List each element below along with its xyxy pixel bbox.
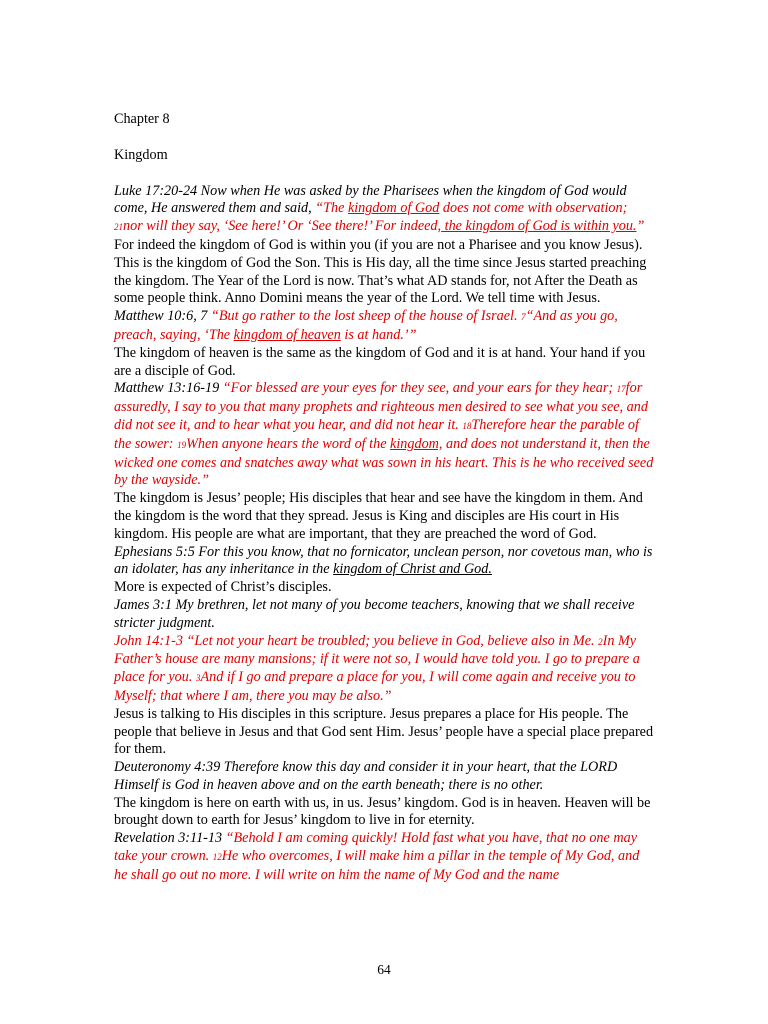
text-run: “Behold I am coming quickly! Hold fast what you have, that no one may take your crown. <box>114 830 637 865</box>
text-run: and does not understand it, then the wicked one comes and snatches away what was sown in his heart. This is he who received seed by the wayside.” <box>114 435 654 489</box>
text-run: the kingdom of God is within you. <box>441 218 637 235</box>
text-run: The kingdom is Jesus’ people; His disciples that hear and see have the kingdom in them. And the kingdom is the word that they spread. Jesus is King and disciples are His court in His kingdom. His people are what are important, that they are preached the word of God. <box>114 490 643 542</box>
text-run: Luke 17:20-24 Now when He was asked by the Pharisees when the kingdom of God would come, He answered them and said, <box>114 182 627 217</box>
body-paragraph <box>114 237 654 308</box>
text-run: For indeed the kingdom of God is within you (if you are not a Pharisee and you know Jesus). This is the kingdom of God the Son. This is His day, all the time since Jesus started preaching the kingdom. The Year of the Lord is now. That’s what AD stands for, not After the Death as some people think. Anno Domini means the year of the Lord. We tell time with Jesus. <box>114 236 647 307</box>
text-run: Ephesians 5:5 For this you know, that no fornicator, unclean person, nor covetous man, who is an idolater, has any inheritance in the <box>114 543 653 578</box>
text-run: More is expected of Christ’s disciples. <box>114 579 332 596</box>
text-run: “And as you go, preach, saying, ‘The <box>114 308 618 343</box>
verse-number: 2 <box>598 636 603 647</box>
text-run: Therefore hear the parable of the sower: <box>114 416 639 452</box>
text-run: Matthew 10:6, 7 <box>114 308 211 325</box>
verse-number: 17 <box>616 384 626 395</box>
verse-number: 19 <box>177 439 187 450</box>
paragraph-list <box>114 183 654 885</box>
text-run: Matthew 13:16-19 <box>114 380 223 397</box>
text-run: The kingdom is here on earth with us, in us. Jesus’ kingdom. God is in heaven. Heaven will be brought down to earth for Jesus’ kingdom to live in for eternity. <box>114 794 651 829</box>
scripture-paragraph <box>114 759 654 795</box>
text-run: is at hand.’” <box>340 326 417 343</box>
chapter-title: Kingdom <box>114 146 168 163</box>
text-run: Revelation 3:11-13 <box>114 830 226 847</box>
text-run: “But go rather to the lost sheep of the house of Israel. <box>210 308 522 325</box>
body-paragraph <box>114 490 654 543</box>
text-run: nor will they say, ‘See here!’ Or ‘See there!’ For indeed, <box>123 218 442 235</box>
scripture-paragraph <box>114 380 654 490</box>
text-run: He who overcomes, I will make him a pillar in the temple of My God, and he shall go out no more. I will write on him the name of My God and the name <box>114 848 640 883</box>
page-body <box>114 111 654 885</box>
text-run: “Let not your heart be troubled; you believe in God, believe also in Me. <box>186 632 599 649</box>
text-run: does not come with observation; <box>439 200 628 217</box>
text-run: John 14:1-3 <box>114 632 187 649</box>
text-run: Deuteronomy 4:39 Therefore know this day and consider it in your heart, that the LORD Himself is God in heaven above and on the earth beneath; there is no other. <box>114 759 618 793</box>
text-run: kingdom, <box>390 435 443 452</box>
page-number: 64 <box>377 962 391 977</box>
scripture-paragraph <box>114 633 654 706</box>
text-run: kingdom of God <box>347 200 440 217</box>
text-run: “For blessed are your eyes for they see, and your ears for they hear; <box>222 380 617 397</box>
body-paragraph <box>114 706 654 759</box>
text-run: James 3:1 My brethren, let not many of you become teachers, knowing that we shall receive stricter judgment. <box>114 596 635 631</box>
text-run: kingdom of Christ and God. <box>333 561 492 578</box>
text-run: for assuredly, I say to you that many prophets and righteous men desired to see what you see, and did not see it, and to hear what you hear, and did not hear it. <box>114 380 648 433</box>
body-paragraph <box>114 345 654 381</box>
text-run: ” <box>636 218 645 235</box>
text-run: Jesus is talking to His disciples in this scripture. Jesus prepares a place for His people. The people that believe in Jesus and that God sent Him. Jesus’ people have a special place prepared for them. <box>114 705 654 758</box>
body-paragraph <box>114 579 654 597</box>
verse-number: 3 <box>195 673 201 684</box>
scripture-paragraph <box>114 830 654 884</box>
text-run: The kingdom of heaven is the same as the kingdom of God and it is at hand. Your hand if you are a disciple of God. <box>114 344 646 379</box>
text-run: When anyone hears the word of the <box>186 435 391 452</box>
text-run: “The <box>315 200 348 217</box>
scripture-paragraph <box>114 597 654 633</box>
scripture-paragraph <box>114 544 654 580</box>
verse-number: 7 <box>521 312 526 323</box>
text-run: And if I go and prepare a place for you, I will come again and receive you to Myself; that where I am, there you may be also.” <box>114 669 636 704</box>
verse-number: 18 <box>462 420 472 431</box>
text-run: In My Father’s house are many mansions; if it were not so, I would have told you. I go to prepare a place for you. <box>114 632 640 686</box>
scripture-paragraph <box>114 183 654 237</box>
scripture-paragraph <box>114 308 654 345</box>
chapter-label: Chapter 8 <box>114 111 170 127</box>
verse-number: 12 <box>212 852 222 863</box>
verse-number: 21 <box>114 222 123 233</box>
body-paragraph <box>114 795 654 831</box>
text-run: kingdom of heaven <box>233 326 341 343</box>
